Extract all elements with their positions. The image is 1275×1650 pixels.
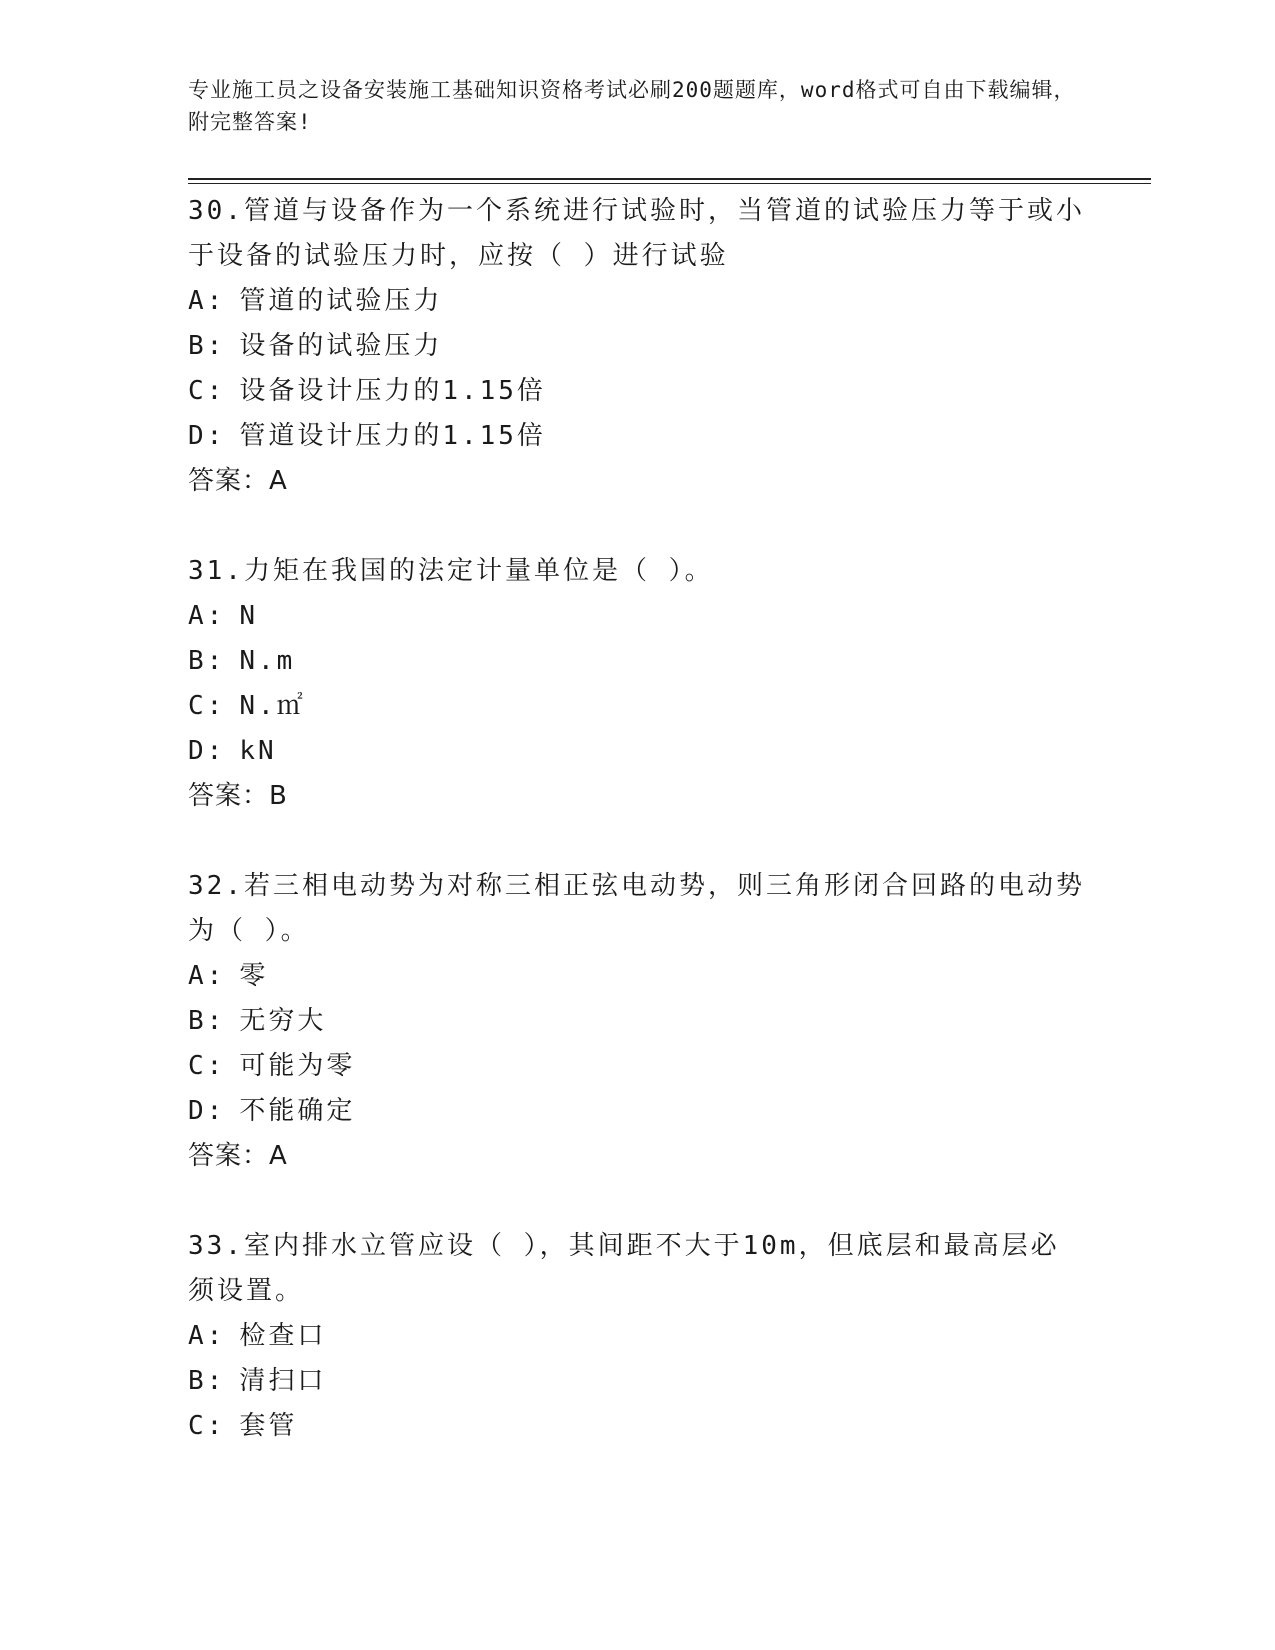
answer-line: 答案：A — [188, 1141, 288, 1171]
question-30 — [188, 189, 1088, 504]
question-31 — [188, 549, 1088, 819]
option-a: A: N — [188, 601, 258, 631]
option-a: A: 零 — [188, 961, 269, 991]
option-a: A: 管道的试验压力 — [188, 286, 443, 316]
question-stem: 30.管道与设备作为一个系统进行试验时，当管道的试验压力等于或小于设备的试验压力时，应按（ ）进行试验 — [188, 196, 1085, 271]
question-list — [188, 189, 1088, 1494]
option-b: B: 设备的试验压力 — [188, 331, 443, 361]
option-d: D: kN — [188, 736, 277, 766]
option-b: B: 清扫口 — [188, 1366, 327, 1396]
option-a: A: 检查口 — [188, 1321, 327, 1351]
header-divider-thin — [188, 183, 1151, 184]
document-header: 专业施工员之设备安装施工基础知识资格考试必刷200题题库，word格式可自由下载编辑，附完整答案! — [188, 78, 1076, 134]
option-b: B: N.m — [188, 646, 296, 676]
option-b: B: 无穷大 — [188, 1006, 327, 1036]
question-33 — [188, 1224, 1088, 1449]
question-stem: 33.室内排水立管应设（ ），其间距不大于10m，但底层和最高层必须设置。 — [188, 1231, 1060, 1306]
option-c: C: N.㎡ — [188, 691, 306, 721]
option-c: C: 可能为零 — [188, 1051, 356, 1081]
option-d: D: 管道设计压力的1.15倍 — [188, 421, 546, 451]
option-d: D: 不能确定 — [188, 1096, 356, 1126]
question-stem: 31.力矩在我国的法定计量单位是（ ）。 — [188, 556, 714, 586]
answer-line: 答案：B — [188, 781, 288, 811]
answer-line: 答案：A — [188, 466, 288, 496]
header-divider-thick — [188, 178, 1151, 180]
option-c: C: 套管 — [188, 1411, 298, 1441]
option-c: C: 设备设计压力的1.15倍 — [188, 376, 546, 406]
question-32 — [188, 864, 1088, 1179]
question-stem: 32.若三相电动势为对称三相正弦电动势，则三角形闭合回路的电动势为（ ）。 — [188, 871, 1085, 946]
